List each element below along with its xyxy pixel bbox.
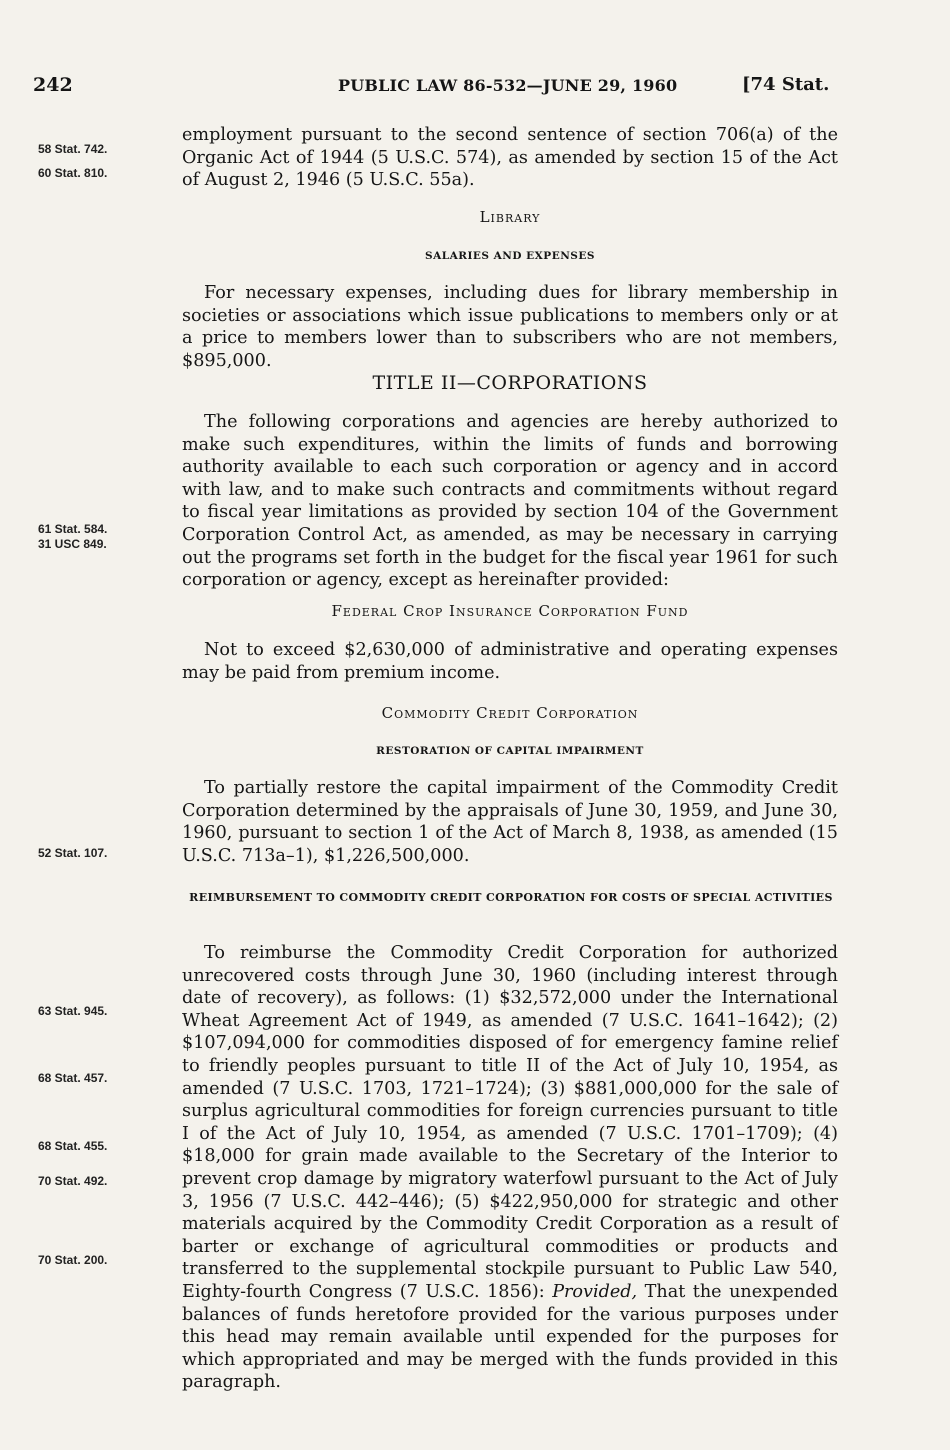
reimbursement-paragraph	[182, 942, 838, 1394]
section-heading-ccc: Commodity Credit Corporation	[381, 704, 639, 722]
margin-note: 68 Stat. 457.	[38, 1071, 108, 1085]
margin-note: 31 USC 849.	[38, 537, 107, 551]
paragraph-text: The following corporations and agencies are hereby authorized to make such expenditures, within the limits of funds and borrowing authority available to each such corporation or agency and in accord with law, and to make such contracts and commitments without regard to fiscal year limitations as provided by section 104 of the Government Corporation Control Act, as amended, as may be necessary in carrying out the programs set forth in the budget for the fiscal year 1961 for such corporation or agency, except as hereinafter provided:	[182, 412, 838, 591]
margin-note: 63 Stat. 945.	[38, 1004, 108, 1018]
opening-paragraph	[182, 124, 838, 192]
paragraph-text: To partially restore the capital impairment of the Commodity Credit Corporation determined by the appraisals of June 30, 1959, and June 30, 1960, pursuant to section 1 of the Act of March 8, 1938, as amended (15 U.S.C. 713a–1), $1,226,500,000.	[182, 778, 838, 866]
subheading-salaries: SALARIES AND EXPENSES	[425, 250, 595, 262]
running-header	[0, 74, 950, 104]
ccc-paragraph	[182, 777, 838, 867]
section-heading-fcic: Federal Crop Insurance Corporation Fund	[331, 602, 689, 620]
running-head: PUBLIC LAW 86-532—JUNE 29, 1960	[338, 76, 678, 95]
paragraph-text	[182, 942, 838, 1394]
margin-note: 58 Stat. 742.	[38, 142, 108, 156]
volume-label: [74 Stat.	[742, 74, 830, 95]
paragraph-main: To reimburse the Commodity Credit Corporation for authorized unrecovered costs through June 30, 1960 (including interest through date of recovery), as follows: (1) $32,572,000 under the International Wheat Agreement Act of 1949, as amended (7 U.S.C. 1641–1642); (2) $107,094,000 for commodities disposed of for emergency famine relief to friendly peoples pursuant to title II of the Act of July 10, 1954, as amended (7 U.S.C. 1703, 1721–1724); (3) $881,000,000 for the sale of surplus agricultural commodities for foreign currencies pursuant to title I of the Act of July 10, 1954, as amended (7 U.S.C. 1701–1709); (4) $18,000 for grain made available to the Secretary of the Interior to prevent crop damage by migratory waterfowl pursuant to the Act of July 3, 1956 (7 U.S.C. 442–446); (5) $422,950,000 for strategic and other materials acquired by the Commodity Credit Corporation as a result of barter or exchange of agricultural commodities or products and transferred to the supplemental stockpile pursuant to Public Law 540, Eighty-fourth Congress (7 U.S.C. 1856):	[182, 943, 838, 1302]
subheading-reimbursement: REIMBURSEMENT TO COMMODITY CREDIT CORPORATION FOR COSTS OF SPECIAL ACTIVITIES	[189, 891, 833, 904]
proviso-word: Provided,	[552, 1281, 638, 1302]
title-heading: TITLE II—CORPORATIONS	[372, 372, 648, 394]
paragraph-text: For necessary expenses, including dues for library membership in societies or associations which issue publications to members only or at a price to members lower than to subscribers who are not members, $895,000.	[182, 283, 838, 371]
margin-note: 60 Stat. 810.	[38, 166, 108, 180]
fcic-paragraph	[182, 639, 838, 684]
margin-note: 70 Stat. 492.	[38, 1174, 108, 1188]
proviso-text: That the unexpended balances of funds heretofore provided for the various purposes under this head may remain available until expended for the purposes for which appropriated and may be merged with the funds provided in this paragraph.	[182, 1281, 839, 1393]
subheading-restoration: RESTORATION OF CAPITAL IMPAIRMENT	[376, 745, 644, 757]
library-paragraph	[182, 282, 838, 372]
margin-note: 70 Stat. 200.	[38, 1253, 108, 1267]
margin-note: 61 Stat. 584.	[38, 522, 108, 536]
page-number: 242	[33, 74, 73, 96]
section-heading-library: Library	[479, 208, 541, 226]
paragraph-text: Not to exceed $2,630,000 of administrative and operating expenses may be paid from premium income.	[182, 640, 838, 683]
margin-note: 68 Stat. 455.	[38, 1139, 108, 1153]
paragraph-text: employment pursuant to the second sentence of section 706(a) of the Organic Act of 1944 (5 U.S.C. 574), as amended by section 15 of the Act of August 2, 1946 (5 U.S.C. 55a).	[182, 125, 838, 191]
margin-note: 52 Stat. 107.	[38, 846, 108, 860]
title2-paragraph	[182, 411, 838, 592]
